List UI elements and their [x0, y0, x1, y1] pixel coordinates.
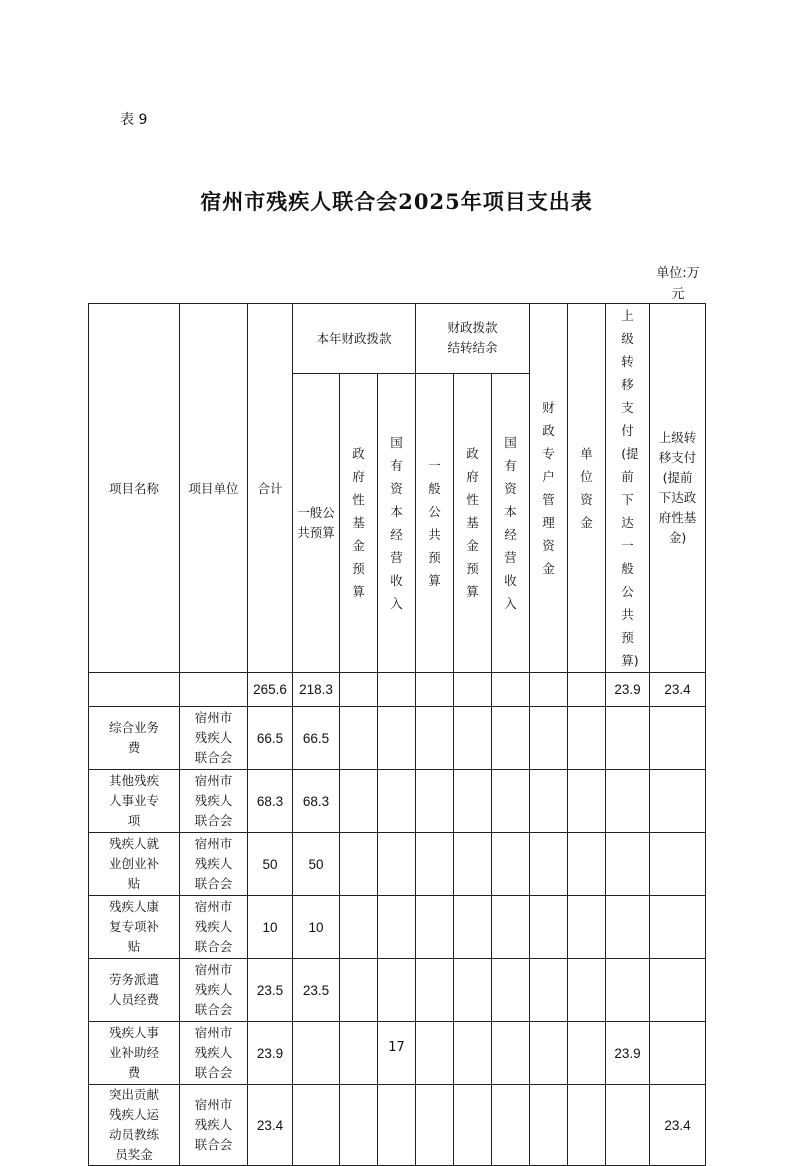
- header-unit-fund: 单位资金: [568, 304, 606, 673]
- header-carry-general-budget: 一般公共预算: [416, 373, 454, 672]
- cell-transfer-general: [606, 707, 650, 770]
- cell-special-fund: [530, 707, 568, 770]
- table-row: [89, 770, 706, 833]
- cell-carry-general: [416, 896, 454, 959]
- cell-transfer-general: [606, 959, 650, 1022]
- cell-unit-text: 宿州市残疾人联合会: [194, 836, 233, 891]
- cell-unit-fund: [568, 896, 606, 959]
- cell-special-fund: [530, 833, 568, 896]
- cell-general-text: 68.3: [302, 793, 330, 809]
- cell-total-text: 66.5: [256, 730, 284, 746]
- cell-unit-text: 宿州市残疾人联合会: [194, 1025, 233, 1080]
- table-number: 表 9: [120, 112, 148, 128]
- cell-unit: [180, 896, 248, 959]
- header-carryover-group: 财政拨款结转结余: [416, 304, 530, 374]
- cell-general-text: 10: [308, 919, 324, 935]
- cell-carry-general: [416, 959, 454, 1022]
- cell-transfer-gov-fund: [650, 770, 706, 833]
- cell-unit: [180, 770, 248, 833]
- cell-transfer-gov-fund-text: 23.4: [664, 1117, 691, 1133]
- cell-total: [248, 707, 293, 770]
- cell-carry-general: [416, 1085, 454, 1166]
- cell-general: 218.3: [293, 673, 340, 707]
- cell-unit-fund: [568, 673, 606, 707]
- cell-total-text: 68.3: [256, 793, 284, 809]
- header-special-fund: 财政专户管理资金: [530, 304, 568, 673]
- cell-carry-state-capital: [492, 833, 530, 896]
- cell-gov-fund: [340, 673, 378, 707]
- cell-carry-gov-fund: [454, 707, 492, 770]
- cell-total: [248, 959, 293, 1022]
- header-project-name: 项目名称: [89, 304, 180, 673]
- cell-transfer-general: [606, 896, 650, 959]
- cell-transfer-general: [606, 833, 650, 896]
- cell-total-text: 23.4: [256, 1117, 284, 1133]
- cell-state-capital: [378, 707, 416, 770]
- cell-carry-gov-fund: [454, 1085, 492, 1166]
- cell-carry-state-capital: [492, 673, 530, 707]
- cell-unit: [180, 1085, 248, 1166]
- header-general-budget: 一般公共预算: [293, 373, 340, 672]
- cell-name: [89, 896, 180, 959]
- cell-state-capital: [378, 959, 416, 1022]
- cell-unit-fund: [568, 707, 606, 770]
- cell-total: 265.6: [248, 673, 293, 707]
- cell-gov-fund: [340, 707, 378, 770]
- cell-state-capital: [378, 1085, 416, 1166]
- cell-general: [293, 959, 340, 1022]
- cell-transfer-gov-fund: 23.4: [650, 673, 706, 707]
- cell-total: [248, 833, 293, 896]
- header-total: 合计: [248, 304, 293, 673]
- cell-unit-text: 宿州市残疾人联合会: [194, 1097, 233, 1152]
- cell-carry-state-capital: [492, 1085, 530, 1166]
- cell-carry-gov-fund: [454, 833, 492, 896]
- cell-name: [89, 959, 180, 1022]
- cell-gov-fund: [340, 770, 378, 833]
- unit-label: 单位:万元: [656, 266, 700, 302]
- cell-special-fund: [530, 673, 568, 707]
- cell-general: [293, 1085, 340, 1166]
- cell-total-text: 23.5: [256, 982, 284, 998]
- cell-transfer-general: [606, 770, 650, 833]
- cell-carry-general: [416, 770, 454, 833]
- cell-total: [248, 896, 293, 959]
- table-body: [89, 673, 706, 1166]
- cell-unit: [180, 959, 248, 1022]
- cell-general: [293, 707, 340, 770]
- cell-name-text: 残疾人事业补助经费: [108, 1025, 159, 1080]
- header-transfer-gov-fund: 上级转移支付(提前下达政府性基金): [650, 304, 706, 673]
- table-row: [89, 896, 706, 959]
- cell-total-text: 50: [262, 856, 278, 872]
- table-row: [89, 707, 706, 770]
- cell-state-capital: [378, 770, 416, 833]
- cell-unit: [180, 673, 248, 707]
- cell-name-text: 劳务派遣人员经费: [108, 972, 159, 1007]
- cell-name: [89, 673, 180, 707]
- cell-carry-state-capital: [492, 770, 530, 833]
- cell-unit-text: 宿州市残疾人联合会: [194, 962, 233, 1017]
- cell-special-fund: [530, 896, 568, 959]
- cell-total: [248, 1085, 293, 1166]
- cell-carry-gov-fund: [454, 959, 492, 1022]
- table-row: [89, 1085, 706, 1166]
- cell-carry-general: [416, 707, 454, 770]
- cell-unit-fund: [568, 959, 606, 1022]
- cell-name-text: 残疾人康复专项补贴: [108, 899, 159, 954]
- cell-unit-text: 宿州市残疾人联合会: [194, 710, 233, 765]
- cell-carry-gov-fund: [454, 673, 492, 707]
- cell-general: [293, 896, 340, 959]
- cell-general-text: 66.5: [302, 730, 330, 746]
- cell-general: [293, 833, 340, 896]
- cell-unit-fund: [568, 833, 606, 896]
- cell-carry-general: [416, 833, 454, 896]
- cell-total: [248, 770, 293, 833]
- cell-state-capital: [378, 673, 416, 707]
- cell-special-fund: [530, 1085, 568, 1166]
- cell-total-text: 23.9: [256, 1045, 284, 1061]
- header-gov-fund-budget: 政府性基金预算: [340, 373, 378, 672]
- table-row: [89, 833, 706, 896]
- cell-name-text: 其他残疾人事业专项: [108, 773, 159, 828]
- cell-transfer-gov-fund: [650, 707, 706, 770]
- cell-name: [89, 833, 180, 896]
- cell-carry-gov-fund: [454, 896, 492, 959]
- cell-carry-gov-fund: [454, 770, 492, 833]
- cell-carry-general: [416, 673, 454, 707]
- page-title: 宿州市残疾人联合会2025年项目支出表: [200, 189, 593, 214]
- cell-transfer-gov-fund: [650, 833, 706, 896]
- cell-unit-fund: [568, 1085, 606, 1166]
- cell-unit: [180, 833, 248, 896]
- cell-special-fund: [530, 959, 568, 1022]
- header-carry-state-capital-budget: 国有资本经营收入: [492, 373, 530, 672]
- header-transfer-general: 上级转移支付(提前下达一般公共预算): [606, 304, 650, 673]
- cell-gov-fund: [340, 896, 378, 959]
- cell-transfer-gov-fund: [650, 1085, 706, 1166]
- cell-special-fund: [530, 770, 568, 833]
- cell-state-capital: [378, 833, 416, 896]
- project-expenditure-table: [88, 303, 706, 1166]
- cell-general-text: 50: [308, 856, 324, 872]
- cell-transfer-general-text: 23.9: [614, 1045, 641, 1061]
- cell-carry-state-capital: [492, 707, 530, 770]
- cell-carry-state-capital: [492, 896, 530, 959]
- cell-name: [89, 1085, 180, 1166]
- cell-name-text: 突出贡献残疾人运动员教练员奖金: [108, 1087, 159, 1162]
- page-number: 17: [388, 1040, 405, 1055]
- cell-name: [89, 707, 180, 770]
- cell-transfer-general: 23.9: [606, 673, 650, 707]
- cell-carry-state-capital: [492, 959, 530, 1022]
- summary-row: [89, 673, 706, 707]
- cell-unit-text: 宿州市残疾人联合会: [194, 773, 233, 828]
- cell-name: [89, 770, 180, 833]
- cell-state-capital: [378, 896, 416, 959]
- cell-name-text: 综合业务费: [108, 720, 159, 755]
- cell-general: [293, 770, 340, 833]
- cell-transfer-general: [606, 1085, 650, 1166]
- table-row: [89, 959, 706, 1022]
- cell-unit: [180, 707, 248, 770]
- header-project-unit: 项目单位: [180, 304, 248, 673]
- cell-unit-text: 宿州市残疾人联合会: [194, 899, 233, 954]
- cell-transfer-gov-fund: [650, 896, 706, 959]
- cell-transfer-gov-fund: [650, 959, 706, 1022]
- cell-unit-fund: [568, 770, 606, 833]
- cell-name-text: 残疾人就业创业补贴: [108, 836, 159, 891]
- cell-total-text: 10: [262, 919, 278, 935]
- cell-general-text: 23.5: [302, 982, 330, 998]
- cell-gov-fund: [340, 833, 378, 896]
- cell-gov-fund: [340, 1085, 378, 1166]
- header-carry-gov-fund-budget: 政府性基金预算: [454, 373, 492, 672]
- header-state-capital-budget: 国有资本经营收入: [378, 373, 416, 672]
- cell-gov-fund: [340, 959, 378, 1022]
- header-current-year-group: 本年财政拨款: [293, 304, 416, 374]
